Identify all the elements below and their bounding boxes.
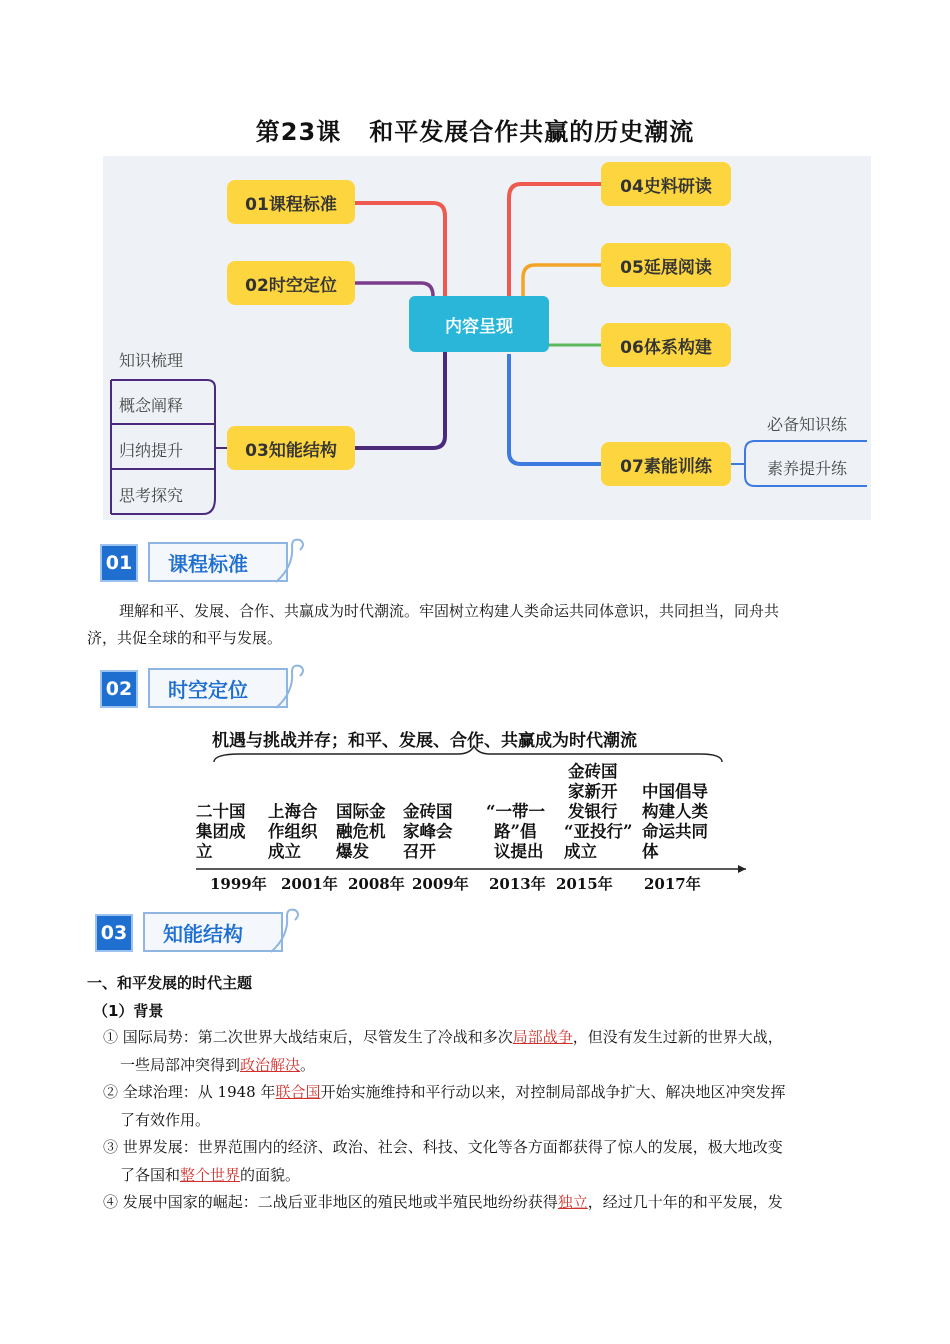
timeline-event: 金砖国 家新开 发银行 “亚投行” 成立 xyxy=(564,762,633,861)
standard-line-2: 济，共促全球的和平与发展。 xyxy=(87,629,283,647)
list-item: ① 国际局势：第二次世界大战结束后，尽管发生了冷战和多次局部战争，但没有发生过新的世界大战， 一些局部冲突得到政治解决。 xyxy=(103,1028,783,1074)
section-number: 02 xyxy=(100,670,138,708)
node-system-building: 06体系构建 xyxy=(601,323,731,367)
curl-decoration-icon xyxy=(272,662,308,712)
leaf-summary: 归纳提升 xyxy=(119,441,184,460)
key-term: 政治解决 xyxy=(240,1056,301,1074)
timeline-event: 金砖国 家峰会 召开 xyxy=(403,802,453,861)
center-node: 内容呈现 xyxy=(409,296,549,352)
key-term: 联合国 xyxy=(275,1083,321,1101)
list-item: ④ 发展中国家的崛起：二战后亚非地区的殖民地或半殖民地纷纷获得独立，经过几十年的和平发展，发 xyxy=(103,1193,783,1211)
section-label: 课程标准 xyxy=(148,542,288,582)
course-standard-text xyxy=(87,598,877,652)
section-number: 01 xyxy=(100,544,138,582)
timeline-year: 2013年 xyxy=(489,875,546,893)
lesson-number: 第23课 xyxy=(255,118,342,146)
timeline-headline: 机遇与挑战并存；和平、发展、合作、共赢成为时代潮流 xyxy=(212,731,637,751)
content-mindmap xyxy=(103,156,871,520)
curl-decoration-icon xyxy=(267,906,303,956)
node-source-reading: 04史料研读 xyxy=(601,162,731,206)
timeline-year: 2001年 xyxy=(281,875,338,893)
timeline-event: “一带一 路”倡 议提出 xyxy=(486,802,545,861)
timeline-event: 二十国 集团成 立 xyxy=(196,802,246,861)
timeline xyxy=(190,722,760,900)
leaf-inquiry: 思考探究 xyxy=(119,486,184,505)
timeline-year: 1999年 xyxy=(210,875,267,893)
heading-peace-development: 一、和平发展的时代主题 xyxy=(87,974,253,992)
node-course-standard: 01课程标准 xyxy=(227,180,355,224)
section-label: 知能结构 xyxy=(143,912,283,952)
key-term: 独立 xyxy=(557,1193,588,1211)
timeline-year: 2009年 xyxy=(412,875,469,893)
key-term: 整个世界 xyxy=(180,1166,241,1184)
section-label: 时空定位 xyxy=(148,668,288,708)
node-competence-training: 07素能训练 xyxy=(601,442,731,486)
leaf-knowledge-sorting: 知识梳理 xyxy=(119,351,184,370)
section-number: 03 xyxy=(95,914,133,952)
leaf-concept-explanation: 概念阐释 xyxy=(119,396,184,415)
page-title xyxy=(0,112,950,147)
curl-decoration-icon xyxy=(272,536,308,586)
timeline-event: 国际金 融危机 爆发 xyxy=(336,802,386,861)
timeline-year: 2017年 xyxy=(644,875,701,893)
timeline-year: 2015年 xyxy=(556,875,613,893)
lesson-name: 和平发展合作共赢的历史潮流 xyxy=(369,118,695,146)
list-item: ③ 世界发展：世界范围内的经济、政治、社会、科技、文化等各方面都获得了惊人的发展，极大地改变 了各国和整个世界的面貌。 xyxy=(103,1138,783,1184)
key-term: 局部战争 xyxy=(512,1028,573,1046)
standard-line-1: 理解和平、发展、合作、共赢成为时代潮流。牢固树立构建人类命运共同体意识，共同担当，同舟共 xyxy=(119,602,780,620)
timeline-year: 2008年 xyxy=(348,875,405,893)
heading-background: （1）背景 xyxy=(93,1002,164,1020)
timeline-event: 中国倡导 构建人类 命运共同 体 xyxy=(642,782,708,861)
timeline-event: 上海合 作组织 成立 xyxy=(268,802,318,861)
node-extended-reading: 05延展阅读 xyxy=(601,243,731,287)
node-space-time: 02时空定位 xyxy=(227,261,355,305)
leaf-essential-practice: 必备知识练 xyxy=(767,415,848,434)
leaf-literacy-practice: 素养提升练 xyxy=(767,459,848,478)
node-knowledge-structure: 03知能结构 xyxy=(227,426,355,470)
list-item: ② 全球治理：从 1948 年联合国开始实施维持和平行动以来，对控制局部战争扩大、解决地区冲突发挥 了有效作用。 xyxy=(103,1083,786,1129)
